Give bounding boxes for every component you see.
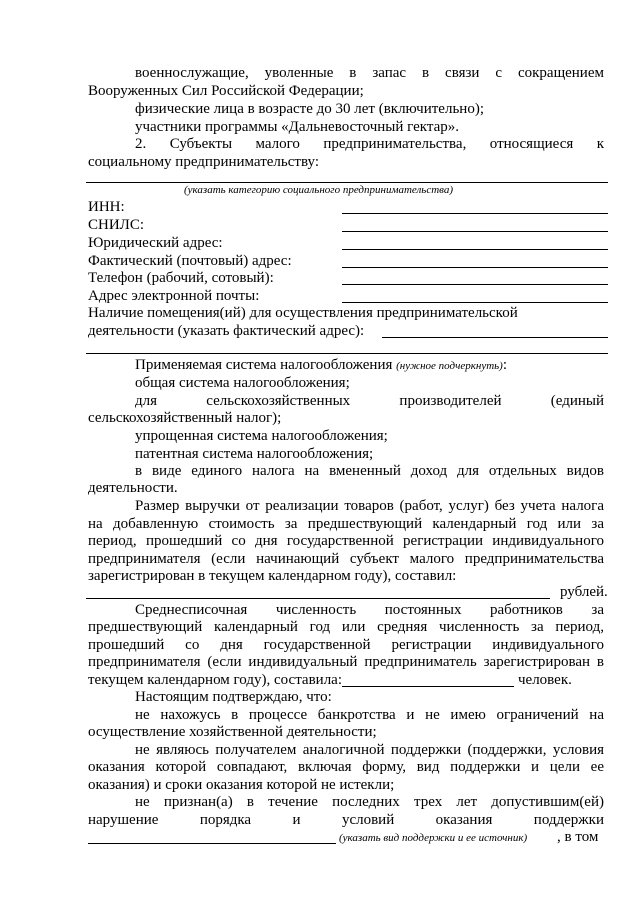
inn-field[interactable] (342, 213, 608, 214)
text-line: предшествующий календарный год или средняя численность за период, (88, 619, 604, 635)
field-label-snils: СНИЛС: (88, 217, 145, 233)
field-label-legal-address: Юридический адрес: (88, 235, 223, 251)
people-label: человек. (518, 672, 572, 688)
field-hint: (указать вид поддержки и ее источник) (339, 832, 528, 844)
tax-option-continued[interactable]: сельскохозяйственный налог); (88, 410, 282, 426)
revenue-amount-field[interactable] (86, 598, 550, 599)
tax-option[interactable]: общая система налогообложения; (135, 375, 350, 391)
field-label-premises: Наличие помещения(ий) для осуществления предпринимательской (88, 305, 518, 321)
text-line: социальному предпринимательству: (88, 154, 319, 170)
text-line: Среднесписочная численность постоянных работников за (135, 602, 604, 618)
tax-option-continued[interactable]: деятельности. (88, 480, 178, 496)
text-line: Вооруженных Сил Российской Федерации; (88, 83, 364, 99)
field-hint: (указать категорию социального предпринимательства) (184, 184, 454, 196)
text-line: физические лица в возрасте до 30 лет (включительно); (135, 101, 484, 117)
text-line: , в том (557, 829, 599, 845)
text-line: предпринимателя (если начинающий субъект малого предпринимательства (88, 551, 604, 567)
phone-field[interactable] (342, 284, 608, 285)
text-line: 2. Субъекты малого предпринимательства, относящиеся к (135, 136, 604, 152)
text-line: нарушение порядка и условий оказания поддержки (88, 812, 604, 828)
text-line: зарегистрирован в текущем календарном году), составил: (88, 568, 457, 584)
text-line: оказания которой совпадают, включая форму, вид поддержки и цели ее (88, 759, 604, 775)
text-line: период, прошедший со дня государственной регистрации индивидуального (88, 533, 604, 549)
support-type-field[interactable] (88, 843, 336, 844)
text-line: не нахожусь в процессе банкротства и не имею ограничений на (135, 707, 604, 723)
tax-option[interactable]: упрощенная система налогообложения; (135, 428, 388, 444)
field-label-inn: ИНН: (88, 199, 125, 215)
text-line: участники программы «Дальневосточный гектар». (135, 119, 459, 135)
legal-address-field[interactable] (342, 249, 608, 250)
premises-address-field[interactable] (382, 337, 608, 338)
actual-address-field[interactable] (342, 267, 608, 268)
field-label-actual-address: Фактический (почтовый) адрес: (88, 253, 292, 269)
tax-option[interactable]: в виде единого налога на вмененный доход для отдельных видов (135, 463, 604, 479)
tax-option[interactable]: патентная система налогообложения; (135, 446, 374, 462)
text-line: текущем календарном году), составила: (88, 672, 343, 688)
text-line: Размер выручки от реализации товаров (работ, услуг) без учета налога (135, 498, 604, 514)
employee-count-field[interactable] (342, 686, 514, 687)
text-line: не признан(а) в течение последних трех лет допустившим(ей) (135, 794, 604, 810)
text-line: Настоящим подтверждаю, что: (135, 689, 332, 705)
text-line: на добавленную стоимость за предшествующий календарный год или за (88, 516, 604, 532)
text-line: военнослужащие, уволенные в запас в связи с сокращением (135, 65, 604, 81)
text-line: осуществление хозяйственной деятельности; (88, 724, 377, 740)
tax-system-title: Применяемая система налогообложения (нужное подчеркнуть): (135, 357, 507, 373)
email-field[interactable] (342, 302, 608, 303)
text-line: предпринимателя (если индивидуальный предприниматель зарегистрирован в (88, 654, 604, 670)
field-label-premises: деятельности (указать фактический адрес): (88, 323, 365, 339)
text-line: прошедший со дня государственной регистрации индивидуального (88, 637, 604, 653)
field-label-phone: Телефон (рабочий, сотовый): (88, 270, 274, 286)
rubles-label: рублей. (560, 584, 608, 600)
text-line: оказания) и сроки оказания которой не истекли; (88, 777, 395, 793)
tax-system-hint: (нужное подчеркнуть) (396, 360, 503, 372)
tax-option[interactable]: для сельскохозяйственных производителей (единый (135, 393, 604, 409)
snils-field[interactable] (342, 231, 608, 232)
fill-line-category[interactable] (86, 182, 608, 183)
premises-address-field-continued[interactable] (86, 353, 608, 354)
field-label-email: Адрес электронной почты: (88, 288, 260, 304)
text-line: не являюсь получателем аналогичной поддержки (поддержки, условия (135, 742, 604, 758)
